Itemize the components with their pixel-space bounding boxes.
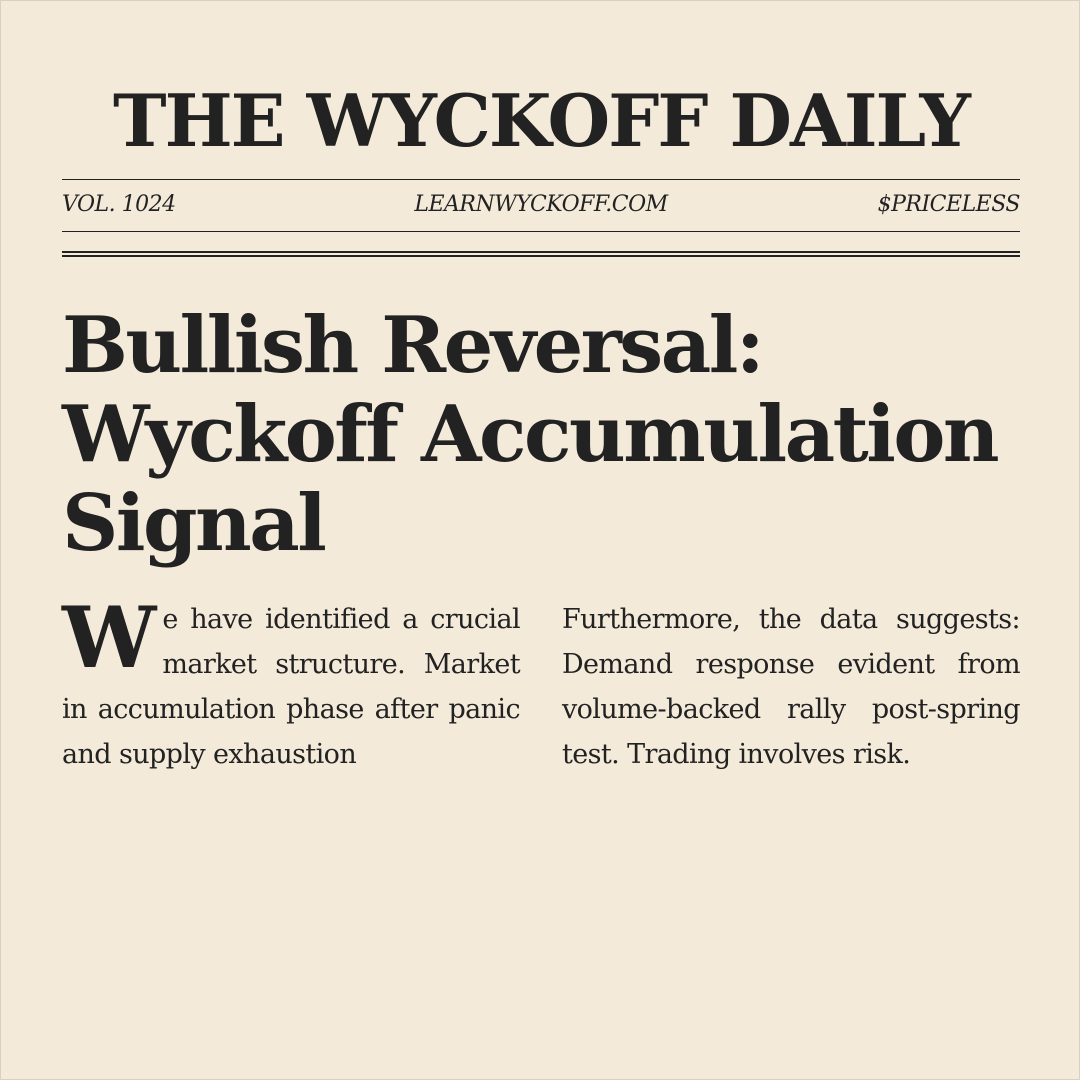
info-bar-rule-bottom	[62, 231, 1020, 232]
price-label: $PRICELESS	[877, 192, 1020, 217]
double-divider-rule	[62, 251, 1020, 257]
article-headline	[62, 301, 1020, 568]
column-left-text: e have identified a crucial market structure. Market in accumulation phase after panic and supply exhaustion	[62, 604, 520, 770]
website-label: LEARNWYCKOFF.COM	[414, 192, 668, 217]
headline-line-2: Wyckoff Accumulation	[62, 389, 998, 480]
volume-label: VOL. 1024	[62, 192, 176, 217]
info-bar	[62, 189, 1020, 221]
masthead-title: THE WYCKOFF DAILY	[113, 78, 969, 163]
drop-cap: W	[62, 588, 155, 687]
article-column-left	[62, 588, 520, 777]
headline-line-1: Bullish Reversal:	[62, 300, 763, 391]
masthead-rule-top	[62, 179, 1020, 180]
article-column-right	[562, 597, 1020, 777]
headline-line-3: Signal	[62, 478, 325, 569]
column-right-text: Furthermore, the data suggests: Demand response evident from volume-backed rally post-spring test. Trading involves risk.	[562, 604, 1020, 770]
